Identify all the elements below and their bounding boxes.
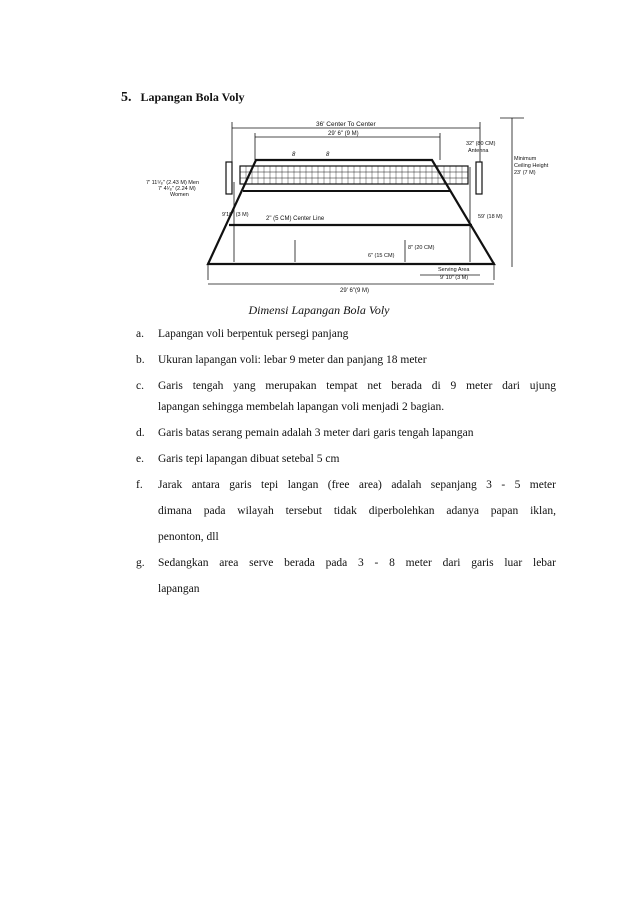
list-item-text: Garis batas serang pemain adalah 3 meter dari garis tengah lapangan bbox=[158, 427, 474, 439]
left-post bbox=[226, 162, 232, 194]
list-item-text: Ukuran lapangan voli: lebar 9 meter dan panjang 18 meter bbox=[158, 354, 427, 366]
label-min: Minimum bbox=[514, 156, 537, 162]
list-item-text: Garis tengah yang merupakan tempat net berada di 9 meter dari ujung bbox=[158, 380, 556, 392]
court-diagram-svg bbox=[140, 112, 549, 296]
label-mark-a: 8 bbox=[292, 152, 296, 158]
list-item-label: g. bbox=[136, 557, 145, 569]
list-item-label: c. bbox=[136, 380, 144, 392]
list-item bbox=[136, 350, 556, 371]
list-item bbox=[136, 423, 556, 444]
list-item-text: Lapangan voli berpentuk persegi panjang bbox=[158, 328, 349, 340]
section-number: 5. bbox=[121, 90, 132, 105]
label-antenna-size: 32" (80 CM) bbox=[466, 141, 496, 147]
label-serving-area: Serving Area bbox=[438, 267, 470, 273]
list-item bbox=[136, 475, 556, 496]
list-item bbox=[136, 553, 556, 574]
label-attack-line: 9'10" (3 M) bbox=[222, 212, 249, 218]
label-net-women: 7' 4¹⁄₈" (2.24 M) bbox=[158, 186, 196, 192]
list-item bbox=[136, 324, 556, 345]
list-item-label: b. bbox=[136, 354, 145, 366]
court-diagram bbox=[140, 112, 549, 296]
label-ceiling-value: 23' (7 M) bbox=[514, 170, 536, 176]
label-serving-value: 9' 10" (3 M) bbox=[440, 275, 469, 281]
label-width-bottom: 29' 6"(9 M) bbox=[340, 288, 369, 294]
label-6in: 6" (15 CM) bbox=[368, 253, 395, 259]
list-item-text: Sedangkan area serve berada pada 3 - 8 meter dari garis luar lebar bbox=[158, 557, 556, 569]
label-antenna: Antenna bbox=[468, 148, 489, 154]
net-mesh bbox=[246, 166, 462, 184]
figure-caption: Dimensi Lapangan Bola Voly bbox=[248, 303, 390, 317]
label-net-men: 7' 11⁵⁄₈" (2.43 M) Men bbox=[146, 180, 200, 186]
list-item-continuation: dimana pada wilayah tersebut tidak diperbolehkan adanya papan iklan, bbox=[158, 505, 556, 517]
label-center-line: 2" (5 CM) Center Line bbox=[266, 216, 325, 222]
label-women: Women bbox=[170, 192, 189, 198]
list-item-label: a. bbox=[136, 328, 144, 340]
list-item-continuation: lapangan sehingga membelah lapangan voli menjadi 2 bagian. bbox=[158, 401, 445, 413]
label-width-top: 29' 6" (9 M) bbox=[328, 131, 359, 137]
right-post bbox=[476, 162, 482, 194]
court-outline bbox=[208, 160, 494, 264]
label-center-to-center: 36' Center To Center bbox=[316, 121, 376, 128]
label-mark-b: 8 bbox=[326, 152, 330, 158]
label-court-length: 59' (18 M) bbox=[478, 214, 503, 220]
description-list bbox=[136, 324, 556, 600]
section-title: Lapangan Bola Voly bbox=[140, 90, 245, 104]
list-item-text: Jarak antara garis tepi langan (free area) adalah sepanjang 3 - 5 meter bbox=[158, 479, 556, 491]
list-item-label: f. bbox=[136, 479, 143, 491]
list-item-label: d. bbox=[136, 427, 145, 439]
section-heading bbox=[121, 90, 245, 106]
list-item-text: Garis tepi lapangan dibuat setebal 5 cm bbox=[158, 453, 340, 465]
list-item-continuation: penonton, dll bbox=[158, 531, 219, 543]
list-item bbox=[136, 449, 556, 470]
label-8in: 8" (20 CM) bbox=[408, 245, 435, 251]
list-item-continuation: lapangan bbox=[158, 583, 200, 595]
list-item bbox=[136, 376, 556, 397]
label-ceiling-height: Ceiling Height bbox=[514, 163, 549, 169]
list-item-label: e. bbox=[136, 453, 144, 465]
